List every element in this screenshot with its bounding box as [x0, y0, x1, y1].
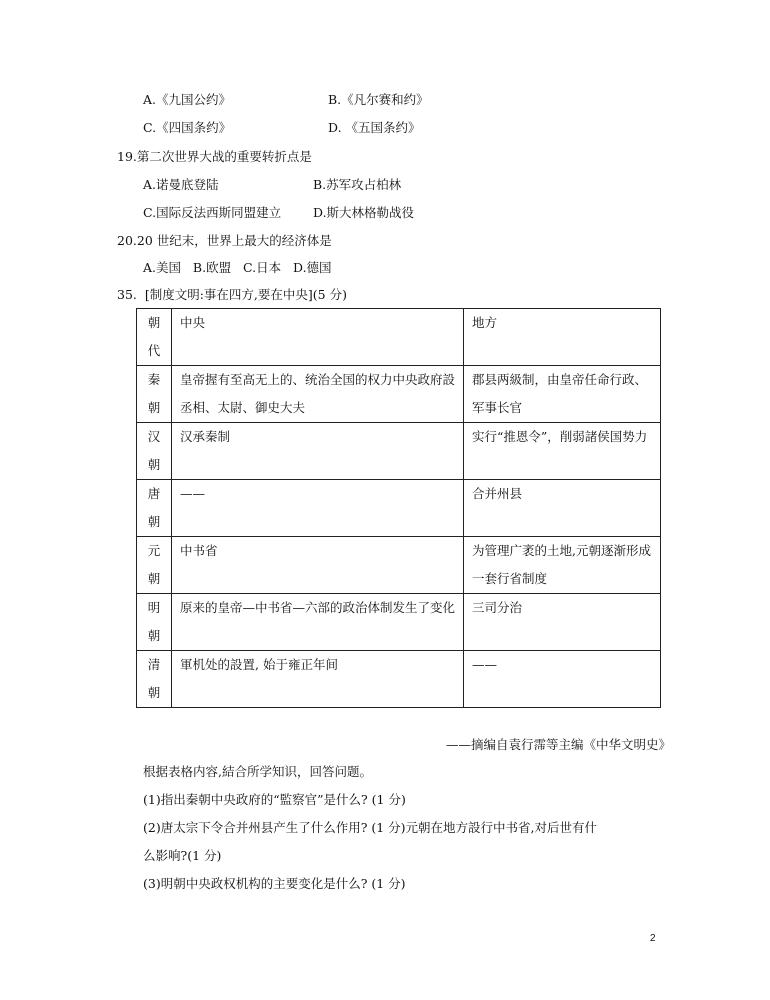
- table-row: [137, 423, 661, 480]
- q19-stem: 19.第二次世界大战的重要转折点是: [117, 149, 312, 164]
- dynasty-cell: 元 朝: [137, 537, 172, 594]
- dynasty-cell: 唐 朝: [137, 480, 172, 537]
- q20-options: A.美国 B.欧盟 C.日本 D.德国: [143, 260, 332, 275]
- central-cell: 軍机处的設置, 始于雍正年间: [172, 651, 464, 708]
- table-row: [137, 594, 661, 651]
- q18-option-d: D. 《五国条约》: [328, 120, 421, 135]
- table-row: [137, 480, 661, 537]
- q19-option-d: D.斯大林格勒战役: [313, 205, 415, 220]
- dynasty-cell: 秦 朝: [137, 366, 172, 423]
- local-cell: 三司分治: [464, 594, 661, 651]
- header-central: 中央: [172, 309, 464, 366]
- dynasty-cell: 汉 朝: [137, 423, 172, 480]
- central-cell: 皇帝握有至高无上的、统治全国的权力中央政府設丞相、太尉、御史大夫: [172, 366, 464, 423]
- table-row: [137, 366, 661, 423]
- q19-option-b: B.苏军攻占柏林: [313, 177, 402, 192]
- q20-stem: 20.20 世纪末，世界上最大的经济体是: [117, 233, 332, 248]
- dynasty-system-table: [136, 308, 661, 708]
- q35-subquestion-1: (1)指出秦朝中央政府的“監察官”是什么? (1 分): [143, 792, 406, 807]
- table-row: [137, 537, 661, 594]
- table-row: [137, 651, 661, 708]
- page-number: 2: [650, 933, 656, 944]
- central-cell: ——: [172, 480, 464, 537]
- q18-option-c: C.《四国条约》: [143, 120, 232, 135]
- q35-heading: 35. [制度文明:事在四方,要在中央](5 分): [117, 287, 347, 302]
- dynasty-cell: 清 朝: [137, 651, 172, 708]
- central-cell: 中书省: [172, 537, 464, 594]
- dynasty-cell: 明 朝: [137, 594, 172, 651]
- table-header-row: [137, 309, 661, 366]
- header-local: 地方: [464, 309, 661, 366]
- local-cell: 合并州县: [464, 480, 661, 537]
- header-dynasty: 朝 代: [137, 309, 172, 366]
- local-cell: ——: [464, 651, 661, 708]
- q35-subquestion-2-cont: 么影响?(1 分): [143, 848, 222, 863]
- central-cell: 汉承秦制: [172, 423, 464, 480]
- q35-instruction: 根据表格内容,結合所学知识，回答问题。: [143, 764, 372, 779]
- central-cell: 原来的皇帝—中书省—六部的政治体制发生了变化: [172, 594, 464, 651]
- local-cell: 实行“推恩令”，削弱諸侯国势力: [464, 423, 661, 480]
- local-cell: 郡县两級制，由皇帝任命行政、军事长官: [464, 366, 661, 423]
- local-cell: 为管理广袤的土地,元朝逐渐形成一套行省制度: [464, 537, 661, 594]
- q19-option-a: A.诺曼底登陆: [143, 177, 219, 192]
- source-citation: ——摘编自袁行霈等主编《中华文明史》: [445, 737, 671, 752]
- q19-option-c: C.国际反法西斯同盟建立: [143, 205, 282, 220]
- q35-subquestion-3: (3)明朝中央政权机构的主要变化是什么? (1 分): [143, 876, 406, 891]
- q18-option-a: A.《九国公约》: [143, 92, 232, 107]
- q18-option-b: B.《凡尔赛和约》: [328, 92, 429, 107]
- q35-subquestion-2: (2)唐太宗下令合并州县产生了什么作用? (1 分)元朝在地方設行中书省,对后世有什: [143, 820, 598, 835]
